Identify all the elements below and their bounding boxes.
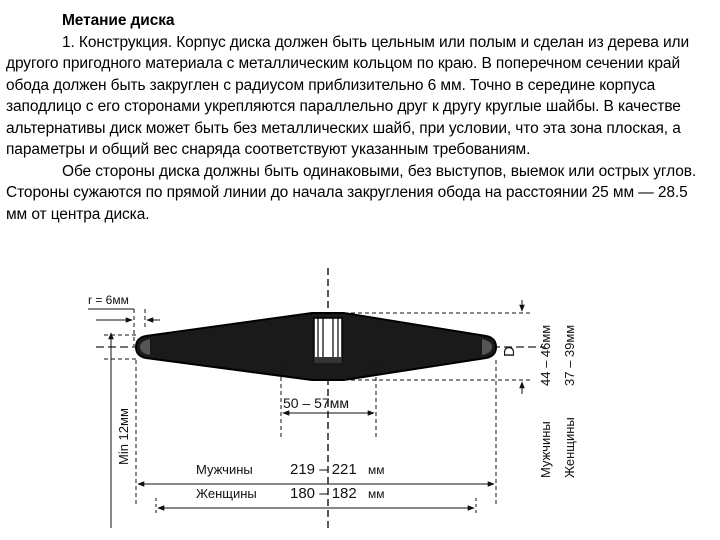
min-thickness-label: Min 12мм <box>116 408 131 465</box>
women-height-label: 37 – 39мм <box>562 324 577 386</box>
paragraph-construction: 1. Конструкция. Корпус диска должен быть цельным или полым и сделан из дерева или другого пригодного материала с металлическим кольцом по краю. В поперечном сечении край обода должен быть закруглен с радиусом приблизительно 6 мм. Точно в середине корпуса заподлицо с его сторонами укрепляются параллельно друг к другу круглые шайбы. В качестве альтернативы диск может быть без металлических шайб, при условии, что эта зона плоская, а параметры и общий вес снаряда соответствуют указанным требованиям. <box>6 33 690 158</box>
men-height-label: 44 – 46мм <box>538 324 553 386</box>
paragraph-sides: Обе стороны диска должны быть одинаковыми, без выступов, выемок или острых углов. Стороны сужаются по прямой линии до начала закругления обода на расстоянии 25 мм — 28.5 мм от центра диска. <box>6 162 697 223</box>
row-women-value: 180 – 182 <box>290 485 357 502</box>
row-women-unit: мм <box>368 487 385 501</box>
row-men-unit: мм <box>368 463 385 477</box>
plate-width-label: 50 – 57мм <box>283 395 349 411</box>
radius-label: r = 6мм <box>88 293 129 307</box>
d-label: D <box>501 346 518 357</box>
row-men-label: Мужчины <box>196 462 253 477</box>
row-women-label: Женщины <box>196 486 257 501</box>
row-men-value: 219 – 221 <box>290 461 357 478</box>
document-title: Метание диска <box>62 12 175 29</box>
men-vertical-label: Мужчины <box>538 421 553 478</box>
women-vertical-label: Женщины <box>562 417 577 478</box>
